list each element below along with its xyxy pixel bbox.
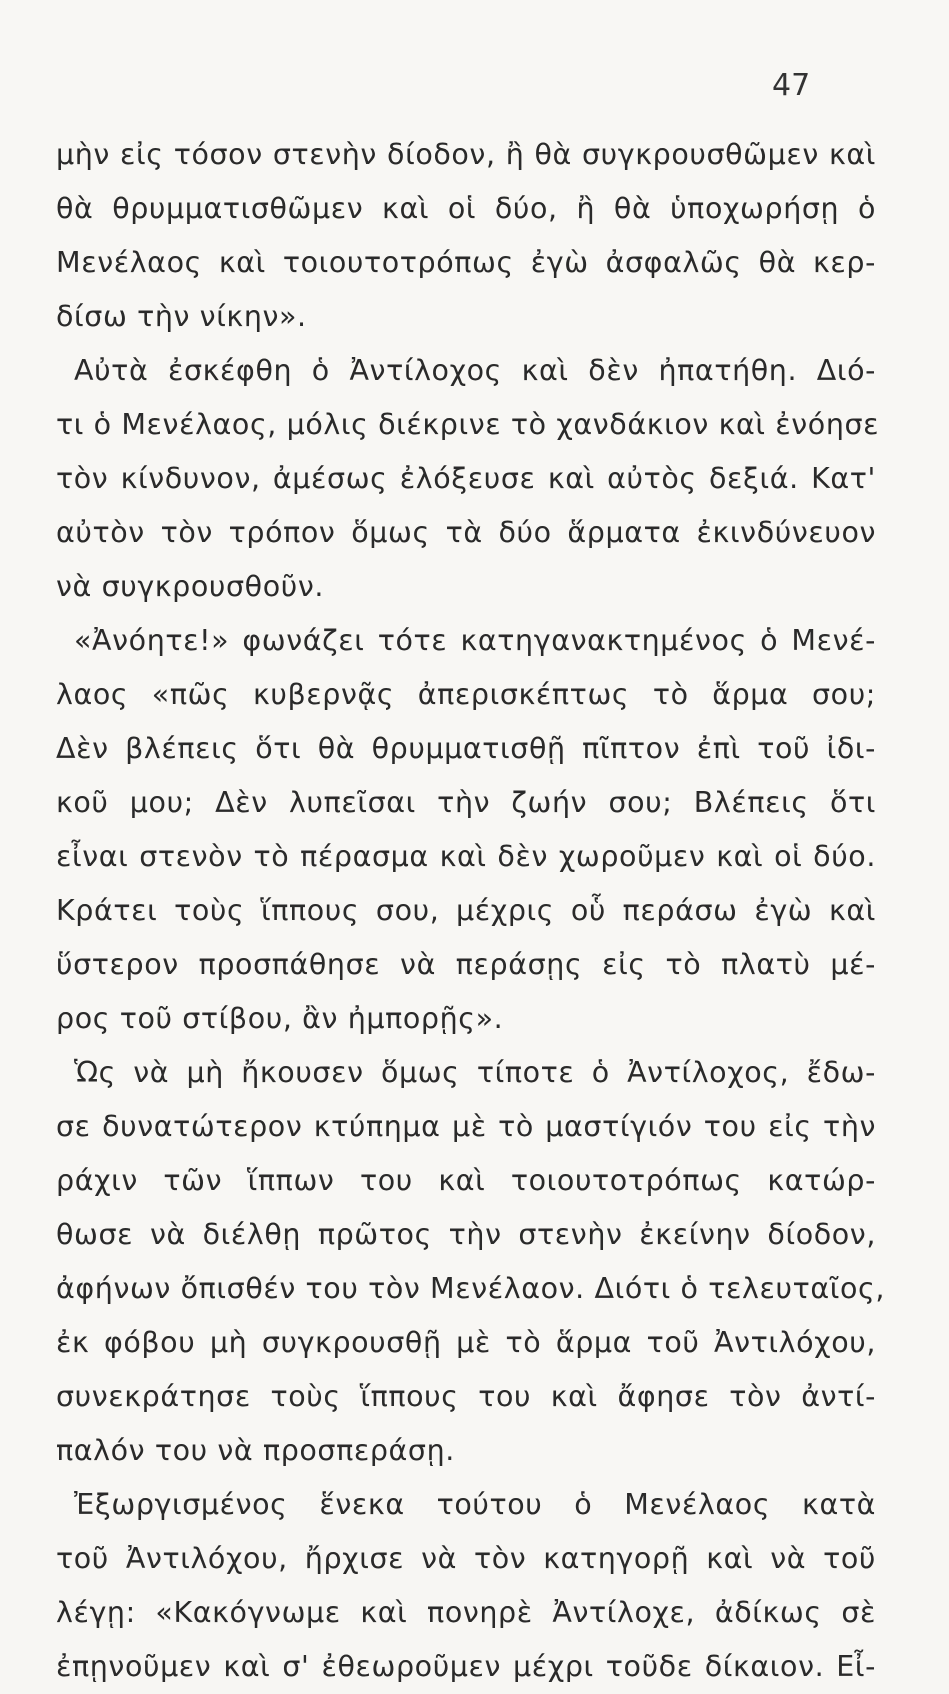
text-line: νὰ συγκρουσθοῦν. (56, 570, 325, 603)
text-line: παλόν του νὰ προσπεράσῃ. (56, 1434, 455, 1467)
text-line: ἀφήνων ὄπισθέν του τὸν Μενέλαον. Διότι ὁ τελευταῖος, (56, 1272, 885, 1305)
text-line: δίσω τὴν νίκην». (56, 300, 307, 333)
text-line: συνεκράτησε τοὺς ἵππους του καὶ ἄφησε τὸν ἀντί- (56, 1380, 876, 1413)
text-line: «Ἀνόητε!» φωνάζει τότε κατηγανακτημένος ὁ Μενέ- (74, 624, 876, 657)
text-line: Ἐξωργισμένος ἕνεκα τούτου ὁ Μενέλαος κατὰ (74, 1488, 876, 1521)
text-line: λέγῃ: «Κακόγνωμε καὶ πονηρὲ Ἀντίλοχε, ἀδίκως σὲ (56, 1596, 876, 1629)
page-number: 47 (772, 68, 811, 103)
text-line: μὴν εἰς τόσον στενὴν δίοδον, ἢ θὰ συγκρουσθῶμεν καὶ (56, 138, 876, 171)
text-line: θωσε νὰ διέλθῃ πρῶτος τὴν στενὴν ἐκείνην δίοδον, (56, 1218, 876, 1251)
text-line: ἐπῃνοῦμεν καὶ σ' ἐθεωροῦμεν μέχρι τοῦδε δίκαιον. Εἶ- (56, 1650, 876, 1683)
text-line: σε δυνατώτερον κτύπημα μὲ τὸ μαστίγιόν του εἰς τὴν (56, 1110, 876, 1143)
text-line: Κράτει τοὺς ἵππους σου, μέχρις οὗ περάσω ἐγὼ καὶ (56, 894, 876, 927)
text-line: λαος «πῶς κυβερνᾷς ἀπερισκέπτως τὸ ἅρμα σου; (56, 678, 876, 711)
text-line: ὕστερον προσπάθησε νὰ περάσῃς εἰς τὸ πλατὺ μέ- (56, 948, 876, 981)
text-line: ράχιν τῶν ἵππων του καὶ τοιουτοτρόπως κατώρ- (56, 1164, 876, 1197)
text-line: ἐκ φόβου μὴ συγκρουσθῇ μὲ τὸ ἅρμα τοῦ Ἀντιλόχου, (56, 1326, 876, 1359)
text-line: θὰ θρυμματισθῶμεν καὶ οἱ δύο, ἢ θὰ ὑποχωρήσῃ ὁ (56, 192, 876, 225)
text-line: ρος τοῦ στίβου, ἂν ἠμπορῇς». (56, 1002, 504, 1035)
text-line: Δὲν βλέπεις ὅτι θὰ θρυμματισθῇ πῖπτον ἐπὶ τοῦ ἰδι- (56, 732, 876, 765)
text-line: Μενέλαος καὶ τοιουτοτρόπως ἐγὼ ἀσφαλῶς θὰ κερ- (56, 246, 876, 279)
text-line: εἶναι στενὸν τὸ πέρασμα καὶ δὲν χωροῦμεν καὶ οἱ δύο. (56, 840, 876, 873)
text-line: κοῦ μου; Δὲν λυπεῖσαι τὴν ζωήν σου; Βλέπεις ὅτι (56, 786, 876, 819)
text-line: τὸν κίνδυνον, ἀμέσως ἐλόξευσε καὶ αὐτὸς δεξιά. Κατ' (56, 462, 876, 495)
text-line: Ὡς νὰ μὴ ἤκουσεν ὅμως τίποτε ὁ Ἀντίλοχος, ἔδω- (74, 1056, 876, 1089)
text-line: τι ὁ Μενέλαος, μόλις διέκρινε τὸ χανδάκιον καὶ ἐνόησε (56, 408, 880, 441)
text-line: τοῦ Ἀντιλόχου, ἤρχισε νὰ τὸν κατηγορῇ καὶ νὰ τοῦ (56, 1542, 876, 1575)
text-line: Αὐτὰ ἐσκέφθη ὁ Ἀντίλοχος καὶ δὲν ἠπατήθη. Διό- (74, 354, 876, 387)
body-text (56, 128, 885, 1694)
text-line: αὐτὸν τὸν τρόπον ὅμως τὰ δύο ἅρματα ἐκινδύνευον (56, 516, 876, 549)
